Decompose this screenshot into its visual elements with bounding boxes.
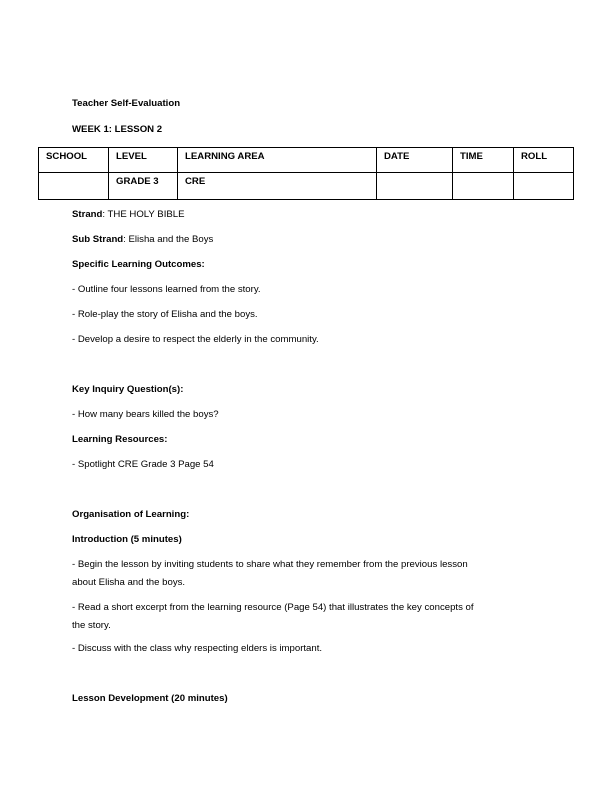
cell-learning-area: CRE <box>178 173 377 200</box>
header-roll: ROLL <box>514 148 574 173</box>
sub-strand-value: : Elisha and the Boys <box>123 234 214 245</box>
strand-value: : THE HOLY BIBLE <box>102 209 185 220</box>
header-time: TIME <box>453 148 514 173</box>
lr-heading: Learning Resources: <box>72 434 168 445</box>
header-level: LEVEL <box>109 148 178 173</box>
slo-item: - Role-play the story of Elisha and the boys. <box>72 309 258 320</box>
intro-item: - Read a short excerpt from the learning resource (Page 54) that illustrates the key concepts of <box>72 602 474 613</box>
header-school: SCHOOL <box>39 148 109 173</box>
lr-item: - Spotlight CRE Grade 3 Page 54 <box>72 459 214 470</box>
sub-strand <box>72 234 213 246</box>
cell-school <box>39 173 109 200</box>
intro-heading: Introduction (5 minutes) <box>72 534 182 545</box>
cell-time <box>453 173 514 200</box>
strand-label: Strand <box>72 209 103 220</box>
cell-roll <box>514 173 574 200</box>
intro-item: - Begin the lesson by inviting students to share what they remember from the previous lesson <box>72 559 468 570</box>
cell-level: GRADE 3 <box>109 173 178 200</box>
lesson-info-table <box>38 147 574 200</box>
kiq-item: - How many bears killed the boys? <box>72 409 219 420</box>
slo-item: - Outline four lessons learned from the story. <box>72 284 261 295</box>
header-date: DATE <box>377 148 453 173</box>
strand <box>72 209 185 221</box>
sub-strand-label: Sub Strand <box>72 234 124 245</box>
intro-item: - Discuss with the class why respecting elders is important. <box>72 643 323 654</box>
cell-date <box>377 173 453 200</box>
header-learning-area: LEARNING AREA <box>178 148 377 173</box>
slo-item: - Develop a desire to respect the elderly in the community. <box>72 334 319 345</box>
doc-title: Teacher Self-Evaluation <box>72 98 181 109</box>
intro-item-cont: the story. <box>72 620 111 631</box>
dev-heading: Lesson Development (20 minutes) <box>72 693 228 704</box>
kiq-heading: Key Inquiry Question(s): <box>72 384 184 395</box>
slo-heading: Specific Learning Outcomes: <box>72 259 205 270</box>
week-lesson: WEEK 1: LESSON 2 <box>72 124 163 135</box>
org-heading: Organisation of Learning: <box>72 509 190 520</box>
intro-item-cont: about Elisha and the boys. <box>72 577 186 588</box>
